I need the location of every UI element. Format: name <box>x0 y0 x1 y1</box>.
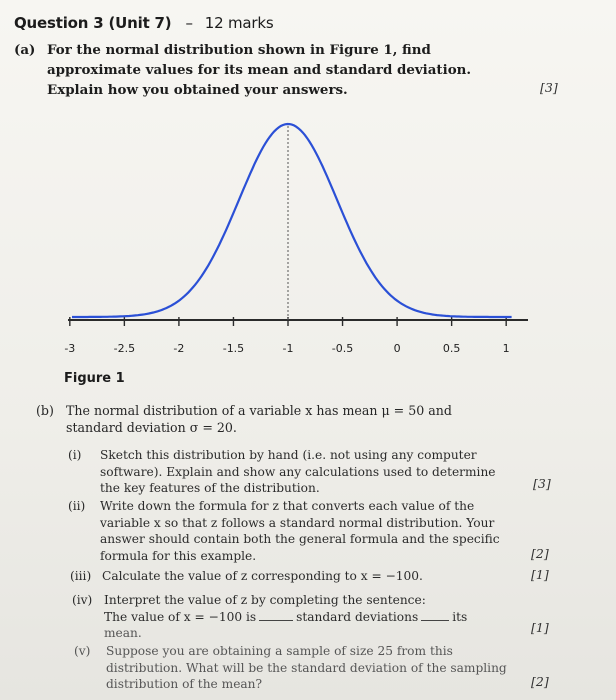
item-line: distribution of the mean? <box>106 677 263 691</box>
item-line: mean. <box>104 626 142 640</box>
item-ii-mark: [2] <box>531 546 549 561</box>
item-line: formula for this example. <box>100 548 257 563</box>
x-tick-label: -2 <box>173 342 185 355</box>
item-line: variable x so that z follows a standard normal distribution. Your <box>100 515 495 530</box>
item-line: Suppose you are obtaining a sample of size 25 from this <box>106 644 453 658</box>
question-header <box>14 14 274 32</box>
item-v-mark: [2] <box>531 674 549 689</box>
sentence-part-a: The value of x = −100 is <box>104 609 257 624</box>
x-tick-label: 1 <box>502 342 510 355</box>
item-line: Interpret the value of z by completing the sentence: <box>104 593 426 607</box>
item-iii-mark: [1] <box>531 567 549 582</box>
part-b-label: (b) <box>36 403 54 418</box>
item-line: Write down the formula for z that converts each value of the <box>100 499 475 513</box>
item-label: (i) <box>68 448 82 462</box>
item-line: the key features of the distribution. <box>100 481 320 495</box>
item-label: (iii) <box>70 569 92 583</box>
x-tick-label: -1.5 <box>222 342 245 355</box>
part-a-text: For the normal distribution shown in Figure 1, find approximate values for its mean and standard deviation. Explain how you obtained your answers. <box>47 42 472 98</box>
question-title: Question 3 (Unit 7) <box>14 14 172 32</box>
normal-distribution-chart <box>40 110 540 366</box>
x-tick-label: -3 <box>64 342 76 355</box>
x-tick-label: -1 <box>282 342 294 355</box>
item-line: Calculate the value of z corresponding to x = −100. <box>102 569 423 583</box>
part-b-intro: The normal distribution of a variable x has mean μ = 50 and standard deviation σ = 20. <box>66 403 452 435</box>
x-tick-label: 0.5 <box>442 342 461 355</box>
header-dash: – <box>185 14 193 32</box>
item-label: (v) <box>74 644 91 658</box>
item-line: Sketch this distribution by hand (i.e. not using any computer <box>100 448 477 462</box>
item-line: distribution. What will be the standard deviation of the sampling <box>106 660 507 675</box>
x-tick-label: 0 <box>393 342 401 355</box>
item-label: (iv) <box>72 593 93 607</box>
sentence-part-b: standard deviations <box>296 609 419 624</box>
normal-curve-line <box>72 124 512 317</box>
item-iv-mark: [1] <box>531 620 549 635</box>
x-tick-label: -2.5 <box>113 342 136 355</box>
question-marks: 12 marks <box>204 14 274 32</box>
x-tick-label: -0.5 <box>331 342 354 355</box>
item-line: answer should contain both the general formula and the specific <box>100 532 500 546</box>
answer-blank-2[interactable] <box>421 610 449 621</box>
item-label: (ii) <box>68 499 86 513</box>
part-a-mark: [3] <box>540 80 558 95</box>
part-a-label: (a) <box>14 42 36 58</box>
item-line: software). Explain and show any calculations used to determine <box>100 464 496 479</box>
figure-caption: Figure 1 <box>64 371 125 386</box>
sentence-part-c: its <box>452 609 468 624</box>
answer-blank-1[interactable] <box>259 610 293 621</box>
item-i-mark: [3] <box>533 476 551 491</box>
